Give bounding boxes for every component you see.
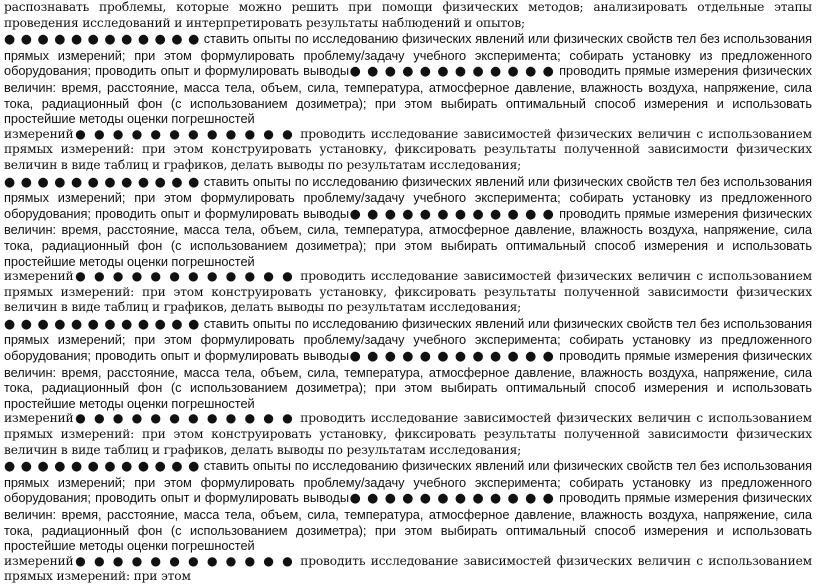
measurement-text: проводить прямые измерения физических величин: время, расстояние, масса тела, объем, сила, температура, атмосферное давление, влажность воздуха, напряжение, сила тока, радиационный фон (с использованием дозиметра); при этом выбирать оптимальный способ измерения и использовать простейшие методы оценки погрешностей (4, 348, 812, 411)
dependency-text: проводить исследование зависимостей физических величин с использованием прямых измерений: при этом конструировать установку, фиксировать результаты полученной зависимости физических величин в виде таблиц и графиков, делать выводы по результатам исследования; (4, 411, 812, 457)
experiment-paragraph (4, 31, 812, 127)
bullet-list-marker: ● ● ● ● ● ● ● ● ● ● ● ● (348, 64, 555, 80)
bullet-list-marker: ● ● ● ● ● ● ● ● ● ● ● ● (73, 553, 295, 568)
measurement-text: проводить прямые измерения физических величин: время, расстояние, масса тела, объем, сила, температура, атмосферное давление, влажность воздуха, напряжение, сила тока, радиационный фон (с использованием дозиметра); при этом выбирать оптимальный способ измерения и использовать простейшие методы оценки погрешностей (4, 205, 812, 269)
dependency-text: проводить исследование зависимостей физических величин с использованием прямых измерений: при этом конструировать установку, фиксировать результаты полученной зависимости физических величин в виде таблиц и графиков, делать выводы по результатам исследования; (4, 126, 812, 172)
dependency-prefix: измерений (4, 553, 74, 568)
bullet-list-marker: ● ● ● ● ● ● ● ● ● ● ● ● (4, 174, 200, 190)
experiment-text: ставить опыты по исследованию физических явлений или физических свойств тел без использования прямых измерений; при этом формулировать проблему/задачу учебного эксперимента; собирать установку из предложенного оборудования; проводить опыт и формулировать выводы (4, 315, 812, 364)
dependency-prefix: измерений (4, 126, 74, 141)
bullet-list-marker: ● ● ● ● ● ● ● ● ● ● ● ● (4, 32, 200, 48)
experiment-paragraph (4, 316, 812, 412)
experiment-text: ставить опыты по исследованию физических явлений или физических свойств тел без использования прямых измерений; при этом формулировать проблему/задачу учебного эксперимента; собирать установку из предложенного оборудования; проводить опыт и формулировать выводы (4, 458, 812, 506)
experiment-paragraph (4, 174, 812, 270)
bullet-list-marker: ● ● ● ● ● ● ● ● ● ● ● ● (4, 316, 200, 332)
dependency-prefix: измерений (4, 411, 74, 426)
experiment-text: ставить опыты по исследованию физических явлений или физических свойств тел без использования прямых измерений; при этом формулировать проблему/задачу учебного эксперимента; собирать установку из предложенного оборудования; проводить опыт и формулировать выводы (4, 173, 812, 221)
experiment-paragraph (4, 458, 812, 554)
dependency-paragraph-partial (4, 554, 812, 585)
dependency-text: проводить исследование зависимостей физических величин с использованием прямых измерений: при этом конструировать установку, фиксировать результаты полученной зависимости физических величин в виде таблиц и графиков, делать выводы по результатам исследования; (4, 269, 812, 315)
bullet-list-marker: ● ● ● ● ● ● ● ● ● ● ● ● (73, 269, 295, 284)
dependency-text-partial: проводить исследование зависимостей физических величин с использованием прямых измерений: при этом (4, 553, 812, 584)
intro-paragraph: распознавать проблемы, которые можно решить при помощи физических методов; анализировать отдельные этапы проведения исследований и интерпретировать результаты наблюдений и опытов; (4, 0, 812, 30)
bullet-list-marker: ● ● ● ● ● ● ● ● ● ● ● ● (348, 206, 555, 222)
dependency-paragraph (4, 127, 812, 174)
bullet-list-marker: ● ● ● ● ● ● ● ● ● ● ● ● (348, 491, 555, 507)
bullet-list-marker: ● ● ● ● ● ● ● ● ● ● ● ● (73, 126, 295, 141)
dependency-prefix: измерений (4, 269, 74, 284)
bullet-list-marker: ● ● ● ● ● ● ● ● ● ● ● ● (4, 459, 200, 475)
experiment-text: ставить опыты по исследованию физических явлений или физических свойств тел без использования прямых измерений; при этом формулировать проблему/задачу учебного эксперимента; собирать установку из предложенного оборудования; проводить опыт и формулировать выводы (4, 31, 812, 79)
dependency-paragraph (4, 411, 812, 458)
measurement-text: проводить прямые измерения физических величин: время, расстояние, масса тела, объем, сила, температура, атмосферное давление, влажность воздуха, напряжение, сила тока, радиационный фон (с использованием дозиметра); при этом выбирать оптимальный способ измерения и использовать простейшие методы оценки погрешностей (4, 63, 812, 127)
bullet-list-marker: ● ● ● ● ● ● ● ● ● ● ● ● (348, 349, 555, 365)
dependency-paragraph (4, 269, 812, 316)
measurement-text: проводить прямые измерения физических величин: время, расстояние, масса тела, объем, сила, температура, атмосферное давление, влажность воздуха, напряжение, сила тока, радиационный фон (с использованием дозиметра); при этом выбирать оптимальный способ измерения и использовать простейшие методы оценки погрешностей (4, 490, 812, 554)
bullet-list-marker: ● ● ● ● ● ● ● ● ● ● ● ● (73, 411, 295, 426)
